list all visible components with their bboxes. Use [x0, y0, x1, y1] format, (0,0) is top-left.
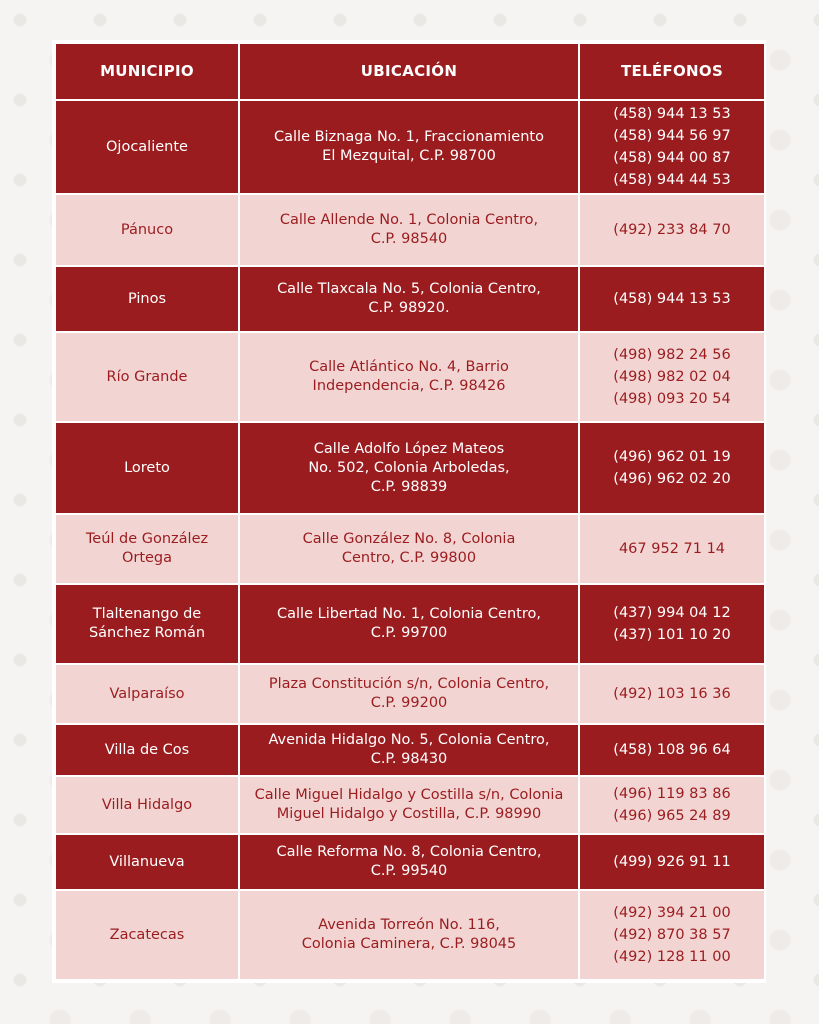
- ubicacion-line: Colonia Caminera, C.P. 98045: [301, 936, 517, 952]
- telefonos-cell: [579, 332, 765, 422]
- municipio-cell: [55, 584, 239, 664]
- telefonos-cell: [579, 194, 765, 266]
- ubicacion-cell: [239, 266, 579, 332]
- municipio-line: Tlaltenango de: [92, 606, 202, 622]
- phone-number: (458) 944 00 87: [613, 150, 731, 166]
- ubicacion-line: Avenida Hidalgo No. 5, Colonia Centro,: [268, 732, 550, 748]
- ubicacion-line: Independencia, C.P. 98426: [312, 378, 506, 394]
- ubicacion-line: C.P. 98839: [370, 478, 448, 495]
- ubicacion-line: C.P. 99700: [370, 625, 448, 641]
- municipio-line: Villa de Cos: [104, 741, 190, 758]
- municipio-line: Ortega: [121, 550, 173, 566]
- phone-number: (492) 103 16 36: [613, 685, 731, 702]
- table-row: [55, 584, 765, 664]
- ubicacion-line: Calle Reforma No. 8, Colonia Centro,: [276, 844, 542, 860]
- header-telefonos: TELÉFONOS: [579, 43, 765, 100]
- phone-number: (492) 128 11 00: [613, 949, 731, 965]
- ubicacion-line: C.P. 99540: [370, 863, 448, 879]
- header-municipio: MUNICIPIO: [55, 43, 239, 100]
- phone-number: (458) 944 56 97: [613, 128, 731, 144]
- ubicacion-line: C.P. 98920.: [368, 300, 450, 316]
- municipio-line: Río Grande: [106, 368, 188, 385]
- telefonos-cell: [579, 514, 765, 584]
- phone-number: (496) 965 24 89: [613, 808, 731, 824]
- municipio-cell: [55, 890, 239, 980]
- municipio-line: Ojocaliente: [106, 138, 188, 155]
- ubicacion-line: Calle Allende No. 1, Colonia Centro,: [279, 212, 539, 228]
- table-row: [55, 776, 765, 834]
- municipio-cell: [55, 332, 239, 422]
- ubicacion-line: Plaza Constitución s/n, Colonia Centro,: [268, 676, 550, 692]
- ubicacion-line: C.P. 98430: [370, 751, 448, 767]
- phone-number: (458) 108 96 64: [613, 741, 731, 758]
- phone-number: (496) 119 83 86: [613, 786, 731, 802]
- ubicacion-cell: [239, 332, 579, 422]
- header-ubicacion: UBICACIÓN: [239, 43, 579, 100]
- municipio-line: Teúl de González: [85, 531, 209, 547]
- ubicacion-cell: [239, 834, 579, 890]
- municipio-cell: [55, 194, 239, 266]
- table-row: [55, 266, 765, 332]
- phone-number: (492) 394 21 00: [613, 905, 731, 921]
- telefonos-cell: [579, 664, 765, 724]
- telefonos-cell: [579, 834, 765, 890]
- municipio-line: Valparaíso: [109, 685, 185, 702]
- ubicacion-line: Miguel Hidalgo y Costilla, C.P. 98990: [276, 806, 542, 822]
- ubicacion-line: Avenida Torreón No. 116,: [318, 917, 500, 933]
- phone-number: (496) 962 01 19: [613, 449, 731, 465]
- ubicacion-cell: [239, 890, 579, 980]
- municipio-cell: [55, 100, 239, 194]
- ubicacion-line: Calle Atlántico No. 4, Barrio: [309, 359, 509, 375]
- phone-number: (458) 944 44 53: [613, 172, 731, 188]
- telefonos-cell: [579, 422, 765, 514]
- phone-number: (498) 982 02 04: [613, 369, 731, 385]
- ubicacion-cell: [239, 664, 579, 724]
- ubicacion-cell: [239, 422, 579, 514]
- ubicacion-line: Calle Tlaxcala No. 5, Colonia Centro,: [277, 281, 541, 297]
- ubicacion-line: Calle Miguel Hidalgo y Costilla s/n, Colonia: [254, 787, 564, 803]
- table-header-row: [55, 43, 765, 100]
- municipio-cell: [55, 776, 239, 834]
- ubicacion-line: Calle Adolfo López Mateos: [313, 440, 505, 457]
- municipio-cell: [55, 514, 239, 584]
- ubicacion-line: C.P. 99200: [370, 695, 448, 711]
- ubicacion-line: Calle González No. 8, Colonia: [302, 531, 516, 547]
- municipio-line: Villa Hidalgo: [101, 796, 193, 813]
- municipio-cell: [55, 266, 239, 332]
- telefonos-cell: [579, 890, 765, 980]
- phone-number: (496) 962 02 20: [613, 471, 731, 487]
- phone-number: (437) 101 10 20: [613, 627, 731, 643]
- table-body: [55, 100, 765, 980]
- telefonos-cell: [579, 100, 765, 194]
- ubicacion-line: No. 502, Colonia Arboledas,: [308, 459, 510, 476]
- ubicacion-line: Calle Biznaga No. 1, Fraccionamiento: [274, 129, 544, 145]
- municipio-line: Pánuco: [120, 221, 174, 238]
- ubicacion-cell: [239, 194, 579, 266]
- ubicacion-cell: [239, 100, 579, 194]
- municipio-cell: [55, 664, 239, 724]
- ubicacion-line: C.P. 98540: [370, 231, 448, 247]
- phone-number: (499) 926 91 11: [613, 853, 731, 870]
- phone-number: (498) 982 24 56: [613, 347, 731, 363]
- table-row: [55, 100, 765, 194]
- ubicacion-cell: [239, 584, 579, 664]
- phone-number: (458) 944 13 53: [613, 106, 731, 122]
- directory-table-container: [52, 40, 766, 983]
- table-row: [55, 724, 765, 776]
- phone-number: (492) 870 38 57: [613, 927, 731, 943]
- table-row: [55, 514, 765, 584]
- ubicacion-cell: [239, 514, 579, 584]
- municipio-cell: [55, 834, 239, 890]
- table-row: [55, 890, 765, 980]
- municipio-line: Zacatecas: [109, 926, 185, 943]
- municipios-directory-table: [54, 42, 766, 981]
- ubicacion-cell: [239, 776, 579, 834]
- municipio-cell: [55, 422, 239, 514]
- table-row: [55, 664, 765, 724]
- phone-number: 467 952 71 14: [618, 540, 726, 557]
- telefonos-cell: [579, 724, 765, 776]
- table-row: [55, 332, 765, 422]
- municipio-line: Loreto: [124, 459, 170, 476]
- table-row: [55, 834, 765, 890]
- table-row: [55, 194, 765, 266]
- telefonos-cell: [579, 584, 765, 664]
- phone-number: (492) 233 84 70: [613, 221, 731, 238]
- municipio-line: Pinos: [127, 290, 167, 307]
- phone-number: (498) 093 20 54: [613, 391, 731, 407]
- phone-number: (437) 994 04 12: [613, 605, 731, 621]
- municipio-cell: [55, 724, 239, 776]
- ubicacion-line: El Mezquital, C.P. 98700: [322, 148, 496, 164]
- telefonos-cell: [579, 266, 765, 332]
- phone-number: (458) 944 13 53: [613, 290, 731, 307]
- telefonos-cell: [579, 776, 765, 834]
- ubicacion-line: Centro, C.P. 99800: [341, 550, 477, 566]
- municipio-line: Sánchez Román: [88, 625, 206, 641]
- ubicacion-line: Calle Libertad No. 1, Colonia Centro,: [277, 606, 541, 622]
- ubicacion-cell: [239, 724, 579, 776]
- table-row: [55, 422, 765, 514]
- municipio-line: Villanueva: [109, 853, 185, 870]
